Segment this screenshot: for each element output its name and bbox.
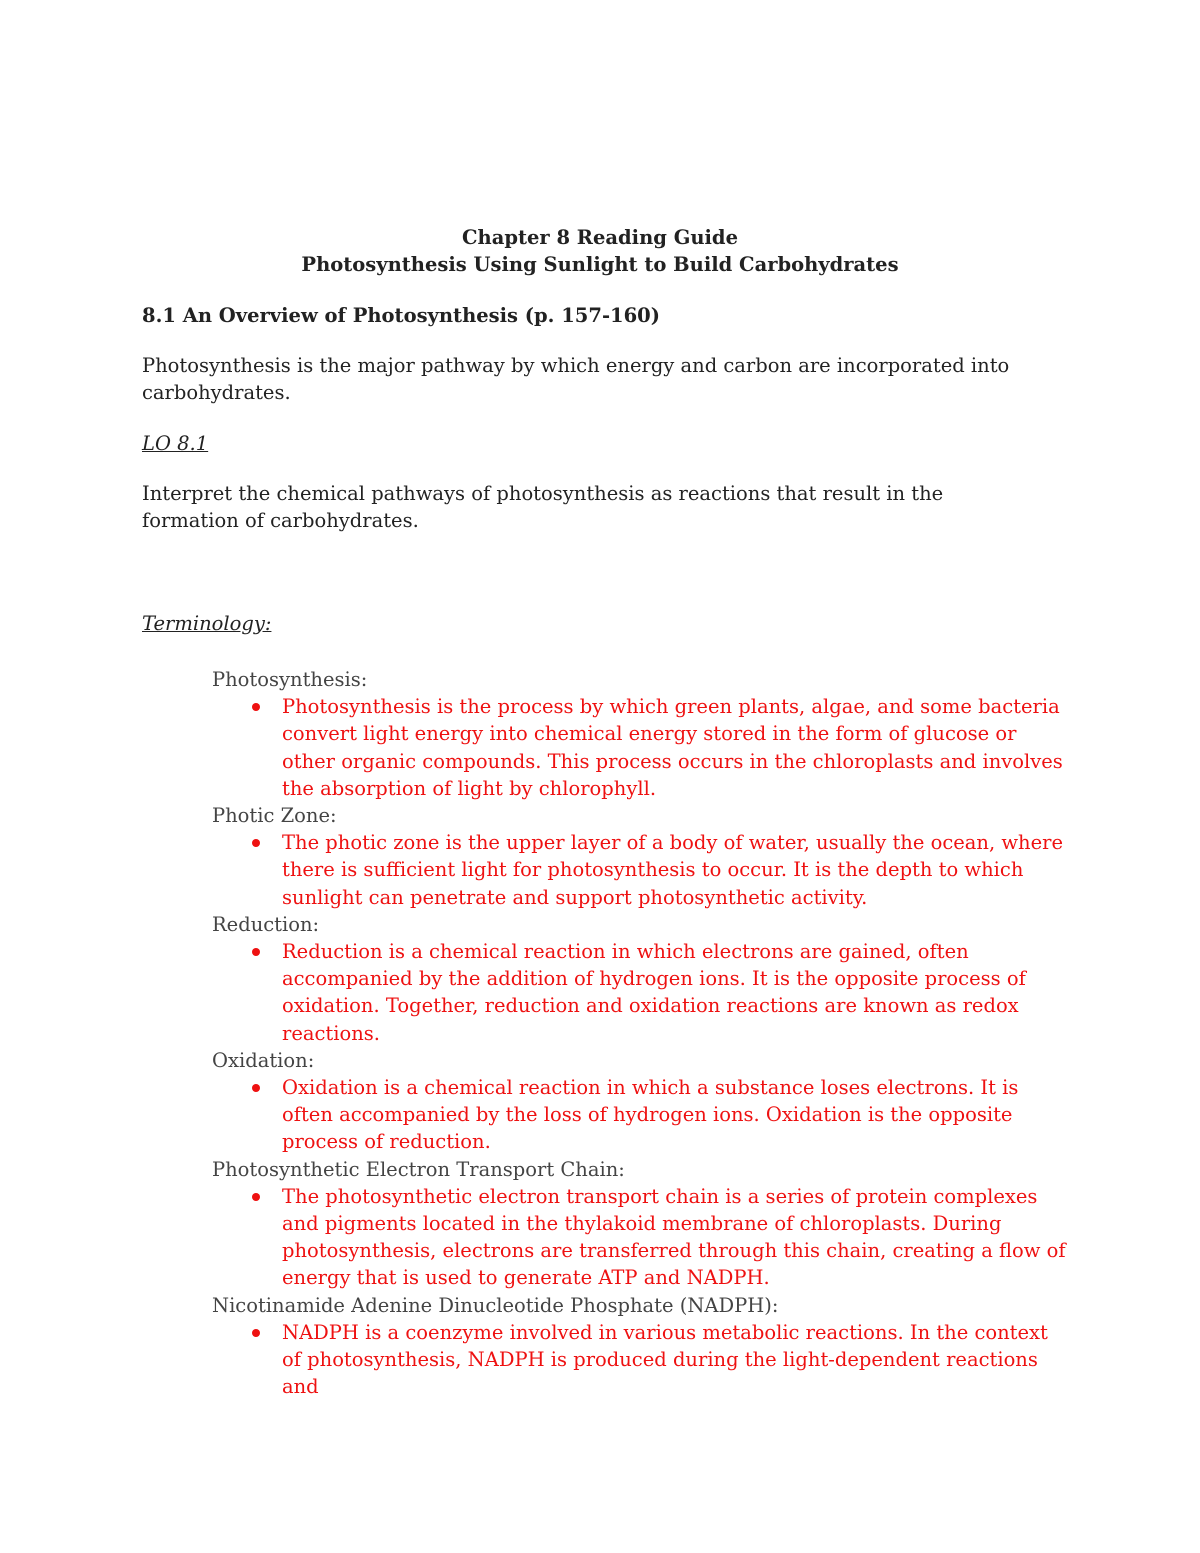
- terminology-heading: Terminology:: [142, 612, 272, 635]
- term-name: Oxidation:: [212, 1048, 315, 1072]
- term-definition: [212, 1319, 1072, 1401]
- intro-paragraph: Photosynthesis is the major pathway by which energy and carbon are incorporated into carbohydrates.: [142, 354, 1010, 404]
- term-definition: [212, 938, 1072, 1047]
- term-definition-text: Photosynthesis is the process by which green plants, algae, and some bacteria convert light energy into chemical energy stored in the form of glucose or other organic compounds. This process occurs in the chloroplasts and involves the absorption of light by chlorophyll.: [282, 695, 1063, 800]
- term-definition: [212, 693, 1072, 802]
- term-definition-text: Reduction is a chemical reaction in which electrons are gained, often accompanied by the addition of hydrogen ions. It is the opposite process of oxidation. Together, reduction and oxidation reactions are known as redox reactions.: [282, 940, 1026, 1045]
- term-name: Photosynthesis:: [212, 668, 368, 691]
- document-title: [0, 224, 1200, 278]
- section-heading: 8.1 An Overview of Photosynthesis (p. 157-160): [142, 304, 660, 327]
- term-definition: [212, 1183, 1072, 1292]
- term-definition-text: Oxidation is a chemical reaction in which a substance loses electrons. It is often accompanied by the loss of hydrogen ions. Oxidation is the opposite process of reduction.: [282, 1076, 1019, 1154]
- term-name: Photosynthetic Electron Transport Chain:: [212, 1157, 625, 1181]
- term-definition: [212, 829, 1072, 911]
- learning-objective-text: Interpret the chemical pathways of photosynthesis as reactions that result in the formation of carbohydrates.: [142, 482, 944, 532]
- bullet-icon: [252, 839, 260, 847]
- learning-objective-label: LO 8.1: [142, 432, 209, 455]
- bullet-icon: [252, 1084, 260, 1092]
- title-line-1: Chapter 8 Reading Guide: [462, 226, 738, 249]
- bullet-icon: [252, 1193, 260, 1201]
- term-name: Nicotinamide Adenine Dinucleotide Phosphate (NADPH):: [212, 1293, 779, 1317]
- bullet-icon: [252, 948, 260, 956]
- bullet-icon: [252, 703, 260, 711]
- term-definition-text: The photosynthetic electron transport chain is a series of protein complexes and pigments located in the thylakoid membrane of chloroplasts. During photosynthesis, electrons are transferred through this chain, creating a flow of energy that is used to generate ATP and NADPH.: [282, 1184, 1066, 1290]
- term-definition-text: The photic zone is the upper layer of a body of water, usually the ocean, where there is sufficient light for photosynthesis to occur. It is the depth to which sunlight can penetrate and support photosynthetic activity.: [282, 831, 1064, 909]
- bullet-icon: [252, 1329, 260, 1337]
- term-definition: [212, 1074, 1072, 1156]
- term-name: Photic Zone:: [212, 804, 337, 828]
- terminology-list: [212, 666, 1072, 1400]
- term-name: Reduction:: [212, 912, 320, 936]
- title-line-2: Photosynthesis Using Sunlight to Build Carbohydrates: [301, 253, 899, 276]
- term-definition-text: NADPH is a coenzyme involved in various metabolic reactions. In the context of photosynthesis, NADPH is produced during the light-dependent reactions and: [282, 1320, 1048, 1399]
